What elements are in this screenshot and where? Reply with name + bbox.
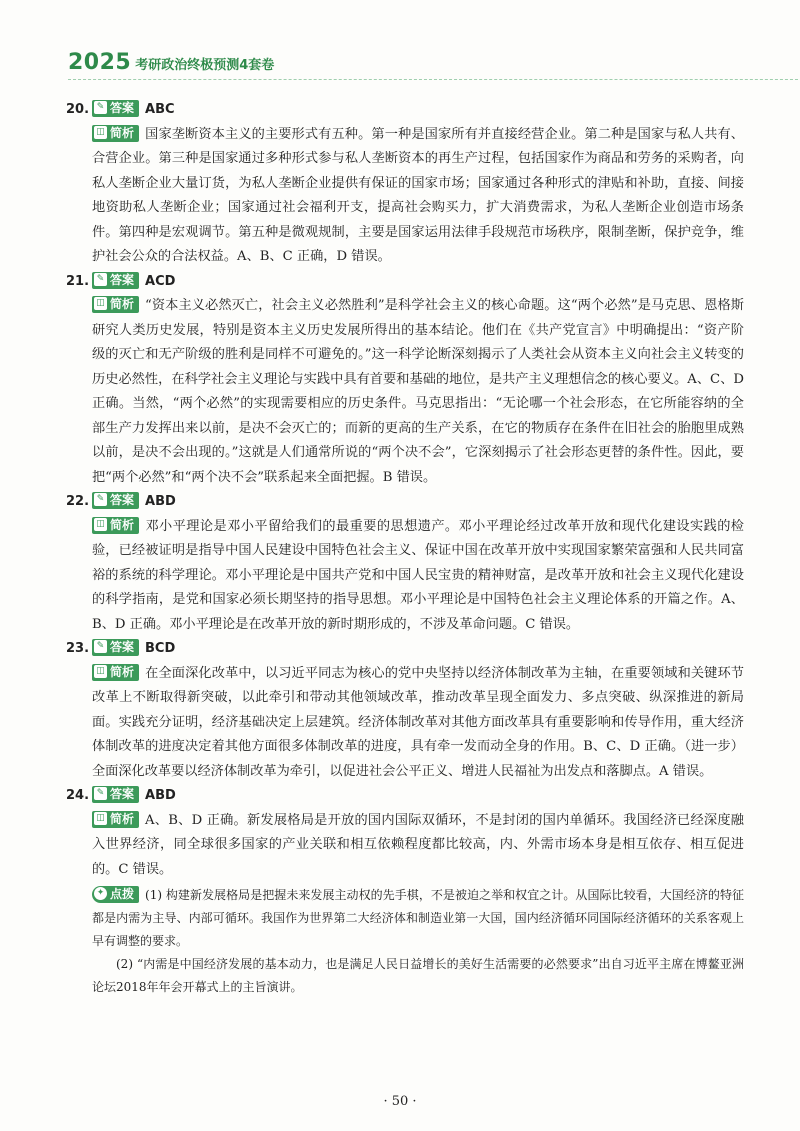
book-title (68, 50, 274, 75)
question-head (66, 637, 744, 662)
analysis-icon: ◫ (94, 665, 107, 678)
answer-value: ACD (145, 273, 176, 289)
analysis-text: 邓小平理论是邓小平留给我们的最重要的思想遗产。邓小平理论经过改革开放和现代化建设实践的检验，已经被证明是指导中国人民建设中国特色社会主义、保证中国在改革开放中实现国家繁荣富强和人民共同富裕的系统的科学理论。邓小平理论是中国共产党和中国人民宝贵的精神财富，是改革开放和社会主义现代化建设的科学指南，是党和国家必须长期坚持的指导思想。邓小平理论是中国特色社会主义理论体系的开篇之作。A、B、D 正确。邓小平理论是在改革开放的新时期形成的，不涉及革命问题。C 错误。 (92, 518, 744, 632)
question-23 (66, 637, 744, 784)
tip-paragraph (92, 953, 744, 999)
question-21 (66, 270, 744, 491)
pencil-icon: ✎ (94, 640, 107, 653)
book-year: 2025 (68, 50, 132, 75)
answer-value: ABD (145, 788, 176, 803)
analysis-text: A、B、D 正确。新发展格局是开放的国内国际双循环，不是封闭的国内单循环。我国经济已经深度融入世界经济，同全球很多国家的产业关联和相互依赖程度都比较高，内、外需市场本身是相互依存、相互促进的。C 错误。 (92, 812, 744, 877)
analysis-badge: ◫ 简析 (92, 664, 139, 681)
analysis-badge: ◫ 简析 (92, 125, 139, 142)
question-head (66, 784, 744, 809)
question-22 (66, 490, 744, 637)
book-subtitle: 考研政治终极预测4套卷 (135, 58, 275, 73)
analysis-icon: ◫ (94, 812, 107, 825)
question-number: 22. (66, 494, 90, 509)
analysis-text: “资本主义必然灭亡，社会主义必然胜利”是科学社会主义的核心命题。这“两个必然”是马克思、恩格斯研究人类历史发展，特别是资本主义历史发展所得出的基本结论。他们在《共产党宣言》中明确提出：“资产阶级的灭亡和无产阶级的胜利是同样不可避免的。”这一科学论断深刻揭示了人类社会从资本主义向社会主义转变的历史必然性，在科学社会主义理论与实践中具有首要和基础的地位，是共产主义理想信念的核心要义。A、C、D 正确。当然，“两个必然”的实现需要相应的历史条件。马克思指出：“无论哪一个社会形态，在它所能容纳的全部生产力发挥出来以前，是决不会灭亡的；而新的更高的生产关系，在它的物质存在条件在旧社会的胎胞里成熟以前，是决不会出现的。”这就是人们通常所说的“两个决不会”，它深刻揭示了社会形态更替的条件性。因此，要把“两个必然”和“两个决不会”联系起来全面把握。B 错误。 (92, 298, 744, 485)
answer-content (66, 98, 744, 999)
page-number: · 50 · (383, 1094, 417, 1109)
analysis-text: 在全面深化改革中，以习近平同志为核心的党中央坚持以经济体制改革为主轴，在重要领域和关键环节改革上不断取得新突破，以此牵引和带动其他领域改革，推动改革呈现全面发力、多点突破、纵深推进的新局面。实践充分证明，经济基础决定上层建筑。经济体制改革对其他方面改革具有重要影响和传导作用，重大经济体制改革的进度决定着其他方面很多体制改革的进度，具有牵一发而动全身的作用。B、C、D 正确。（进一步）全面深化改革要以经济体制改革为牵引，以促进社会公平正义、增进人民福祉为出发点和落脚点。A 错误。 (92, 665, 744, 779)
question-number: 23. (66, 641, 90, 656)
lightbulb-icon: ✦ (94, 887, 107, 900)
answer-badge: ✎ 答案 (92, 492, 139, 509)
analysis-badge: ◫ 简析 (92, 517, 139, 534)
tip-text: (1) 构建新发展格局是把握未来发展主动权的先手棋，不是被迫之举和权宜之计。从国际比较看，大国经济的特征都是内需为主导、内部可循环。我国作为世界第二大经济体和制造业第一大国，国内经济循环同国际经济循环的关系客观上早有调整的要求。 (92, 888, 744, 948)
analysis-icon: ◫ (94, 126, 107, 139)
question-20 (66, 98, 744, 270)
analysis-paragraph (92, 809, 744, 883)
tip-paragraph (92, 884, 744, 953)
header-divider (68, 79, 800, 80)
pencil-icon: ✎ (94, 787, 107, 800)
question-number: 21. (66, 273, 90, 289)
analysis-badge: ◫ 简析 (92, 811, 139, 828)
answer-value: BCD (145, 641, 176, 656)
analysis-icon: ◫ (94, 518, 107, 531)
analysis-paragraph (92, 515, 744, 638)
answer-badge: ✎ 答案 (92, 639, 139, 656)
answer-badge: ✎ 答案 (92, 100, 139, 117)
question-head (66, 490, 744, 515)
tip-badge: ✦ 点拨 (92, 886, 139, 903)
pencil-icon: ✎ (94, 101, 107, 114)
question-head (66, 270, 744, 295)
tip-section (92, 884, 744, 999)
analysis-icon: ◫ (94, 297, 107, 310)
analysis-paragraph (92, 294, 744, 490)
tip-text: (2) “内需是中国经济发展的基本动力，也是满足人民日益增长的美好生活需要的必然要求”出自习近平主席在博鳌亚洲论坛2018年年会开幕式上的主旨演讲。 (92, 957, 744, 994)
question-number: 24. (66, 788, 90, 803)
answer-value: ABD (145, 494, 176, 509)
question-head (66, 98, 744, 123)
analysis-badge: ◫ 简析 (92, 296, 139, 313)
pencil-icon: ✎ (94, 273, 107, 286)
pencil-icon: ✎ (94, 493, 107, 506)
analysis-paragraph (92, 123, 744, 270)
question-24 (66, 784, 744, 999)
answer-badge: ✎ 答案 (92, 786, 139, 803)
analysis-paragraph (92, 662, 744, 785)
answer-value: ABC (145, 102, 175, 117)
question-number: 20. (66, 102, 90, 117)
answer-badge: ✎ 答案 (92, 272, 139, 289)
page-header (0, 0, 800, 80)
analysis-text: 国家垄断资本主义的主要形式有五种。第一种是国家所有并直接经营企业。第二种是国家与私人共有、合营企业。第三种是国家通过多种形式参与私人垄断资本的再生产过程，包括国家作为商品和劳务的采购者，向私人垄断企业大量订货，为私人垄断企业提供有保证的国家市场；国家通过各种形式的津贴和补助，直接、间接地资助私人垄断企业；国家通过社会福利开支，提高社会购买力，扩大消费需求，为私人垄断企业创造市场条件。第四种是宏观调节。第五种是微观规制，主要是国家运用法律手段规范市场秩序，限制垄断，保护竞争，维护社会公众的合法权益。A、B、C 正确，D 错误。 (92, 126, 744, 264)
